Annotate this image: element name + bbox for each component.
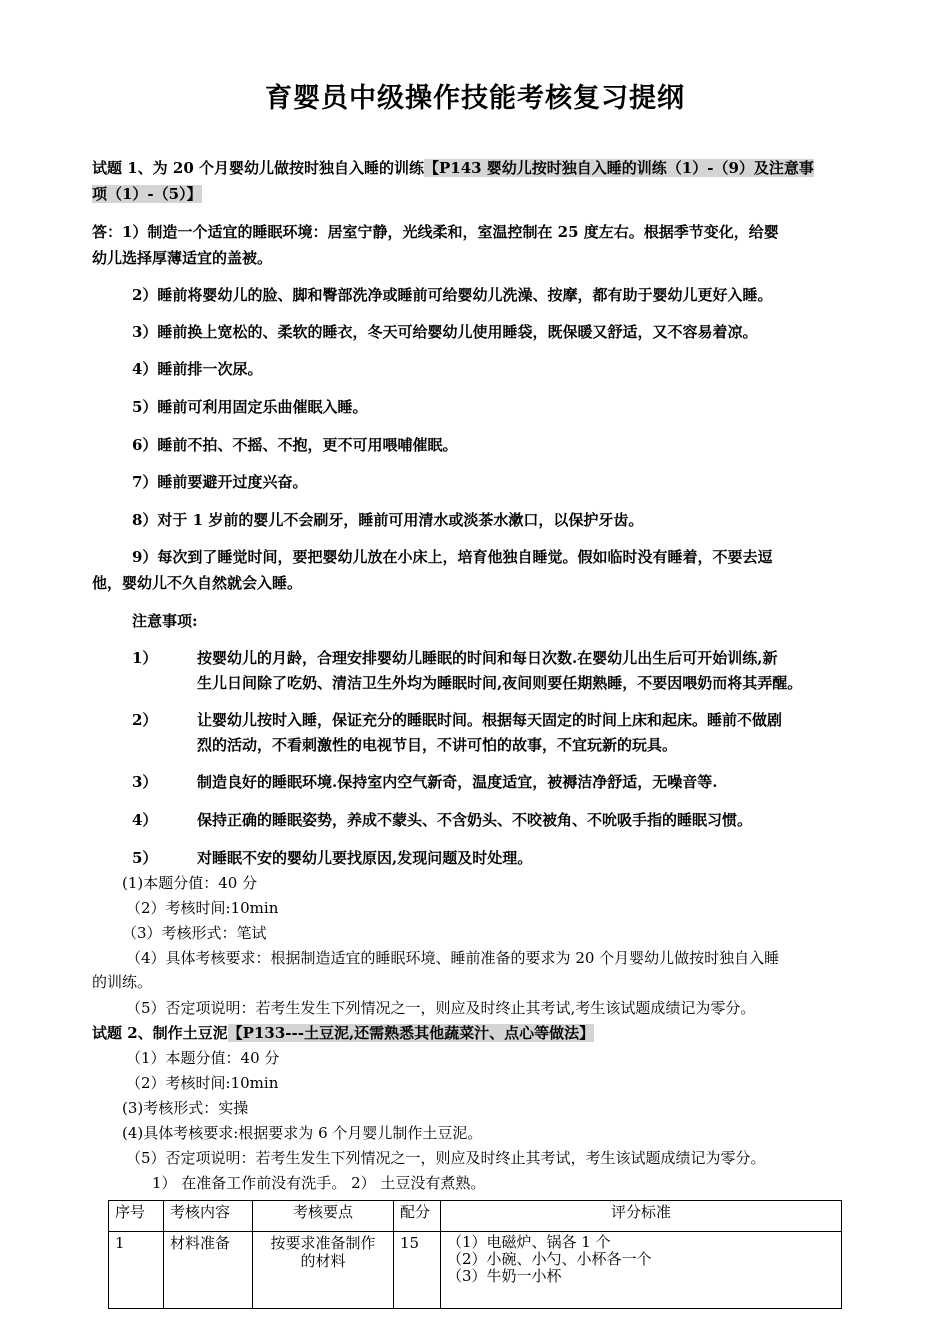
note-3-number: 3） <box>132 773 158 791</box>
q1-heading-text: 试题 1、为 20 个月婴幼儿做按时独自入睡的训练 <box>92 159 424 177</box>
q1-answer-6: 6）睡前不拍、不摇、不抱，更不可用喂哺催眠。 <box>132 436 458 454</box>
q2-score: （1）本题分值：40 分 <box>126 1049 280 1067</box>
q1-heading <box>92 158 814 178</box>
q1-score: (1)本题分值：40 分 <box>122 874 258 892</box>
criteria-line-1: （1）电磁炉、锅各 1 个 <box>447 1233 611 1251</box>
table-cell-content: 材料准备 <box>164 1232 253 1309</box>
q1-answer-5: 5）睡前可利用固定乐曲催眠入睡。 <box>132 398 368 416</box>
note-1-line-2: 生儿日间除了吃奶、清洁卫生外均为睡眠时间,夜间则要任期熟睡，不要因喂奶而将其弄醒。 <box>197 674 803 692</box>
q2-heading <box>92 1023 594 1043</box>
q1-requirement-a: （4）具体考核要求：根据制造适宜的睡眠环境、睡前准备的要求为 20 个月婴幼儿做按时独自入睡 <box>126 949 780 967</box>
q1-requirement-b: 的训练。 <box>92 973 153 991</box>
table-cell-criteria <box>441 1232 842 1309</box>
note-2-number: 2） <box>132 711 158 729</box>
q1-answer-9a: 9）每次到了睡觉时间，要把婴幼儿放在小床上，培育他独自睡觉。假如临时没有睡着，不要去逗 <box>132 548 773 566</box>
q2-heading-reference: 【P133---土豆泥,还需熟悉其他蔬菜汁、点心等做法】 <box>227 1024 595 1042</box>
q2-veto-items: 1） 在准备工作前没有洗手。 2） 土豆没有煮熟。 <box>152 1174 486 1192</box>
note-4-line-1: 保持正确的睡眠姿势，养成不蒙头、不含奶头、不咬被角、不吮吸手指的睡眠习惯。 <box>197 811 753 829</box>
q1-answer-2: 2）睡前将婴幼儿的脸、脚和臀部洗净或睡前可给婴幼儿洗澡、按摩，都有助于婴幼儿更好入睡。 <box>132 286 773 304</box>
table-row <box>109 1232 842 1309</box>
q1-time: （2）考核时间:10min <box>126 899 279 917</box>
q1-answer-9b: 他，婴幼儿不久自然就会入睡。 <box>92 574 303 592</box>
q1-answer-1a: 答：1）制造一个适宜的睡眠环境：居室宁静，光线柔和，室温控制在 25 度左右。根据季节变化，给婴 <box>92 223 779 241</box>
note-4-number: 4） <box>132 811 158 829</box>
q1-heading-cont <box>92 184 202 204</box>
scoring-table <box>108 1200 842 1309</box>
note-1-number: 1） <box>132 649 158 667</box>
note-2-line-1: 让婴幼儿按时入睡，保证充分的睡眠时间。根据每天固定的时间上床和起床。睡前不做剧 <box>197 711 783 729</box>
table-header-cell: 评分标准 <box>441 1201 842 1232</box>
point-line-1: 按要求准备制作 <box>270 1234 376 1252</box>
q1-veto: （5）否定项说明：若考生发生下列情况之一，则应及时终止其考试,考生该试题成绩记为零分。 <box>126 999 756 1017</box>
note-3-line-1: 制造良好的睡眠环境.保持室内空气新奇，温度适宜，被褥洁净舒适，无噪音等. <box>197 773 718 791</box>
table-header-cell: 考核要点 <box>253 1201 394 1232</box>
table-header-cell: 考核内容 <box>164 1201 253 1232</box>
note-1-line-1: 按婴幼儿的月龄，合理安排婴幼儿睡眠的时间和每日次数.在婴幼儿出生后可开始训练,新 <box>197 649 778 667</box>
table-cell-no: 1 <box>109 1232 164 1309</box>
table-header-cell: 序号 <box>109 1201 164 1232</box>
criteria-line-3: （3）牛奶一小杯 <box>447 1267 562 1285</box>
table-header-cell: 配分 <box>394 1201 441 1232</box>
q2-form: (3)考核形式：实操 <box>122 1099 249 1117</box>
q1-answer-3: 3）睡前换上宽松的、柔软的睡衣，冬天可给婴幼儿使用睡袋，既保暖又舒适，又不容易着凉。 <box>132 323 758 341</box>
table-header-row <box>109 1201 842 1232</box>
q1-form: （3）考核形式：笔试 <box>122 924 267 942</box>
q2-time: （2）考核时间:10min <box>126 1074 279 1092</box>
q1-heading-reference: 【P143 婴幼儿按时独自入睡的训练（1）-（9）及注意事 <box>423 159 814 177</box>
q2-requirement: (4)具体考核要求:根据要求为 6 个月婴儿制作土豆泥。 <box>122 1124 483 1142</box>
point-line-2: 的材料 <box>300 1252 346 1270</box>
q2-veto: （5）否定项说明：若考生发生下列情况之一，则应及时终止其考试，考生该试题成绩记为零分。 <box>126 1149 766 1167</box>
table-cell-point <box>253 1232 394 1309</box>
q1-answer-8: 8）对于 1 岁前的婴儿不会刷牙，睡前可用清水或淡茶水漱口，以保护牙齿。 <box>132 511 644 529</box>
q1-answer-1b: 幼儿选择厚薄适宜的盖被。 <box>92 249 273 267</box>
note-5-line-1: 对睡眠不安的婴幼儿要找原因,发现问题及时处理。 <box>197 849 533 867</box>
q1-heading-reference-cont: 项（1）-（5）】 <box>92 185 202 203</box>
criteria-line-2: （2）小碗、小勺、小杯各一个 <box>447 1250 652 1268</box>
document-title: 育婴员中级操作技能考核复习提纲 <box>265 83 685 114</box>
q1-answer-7: 7）睡前要避开过度兴奋。 <box>132 473 308 491</box>
table-cell-score: 15 <box>394 1232 441 1309</box>
q1-answer-4: 4）睡前排一次尿。 <box>132 360 263 378</box>
note-2-line-2: 烈的活动，不看刺激性的电视节目，不讲可怕的故事，不宜玩新的玩具。 <box>197 736 678 754</box>
q1-notes-title: 注意事项: <box>132 612 198 630</box>
note-5-number: 5） <box>132 849 158 867</box>
q2-heading-text: 试题 2、制作土豆泥 <box>92 1024 228 1042</box>
